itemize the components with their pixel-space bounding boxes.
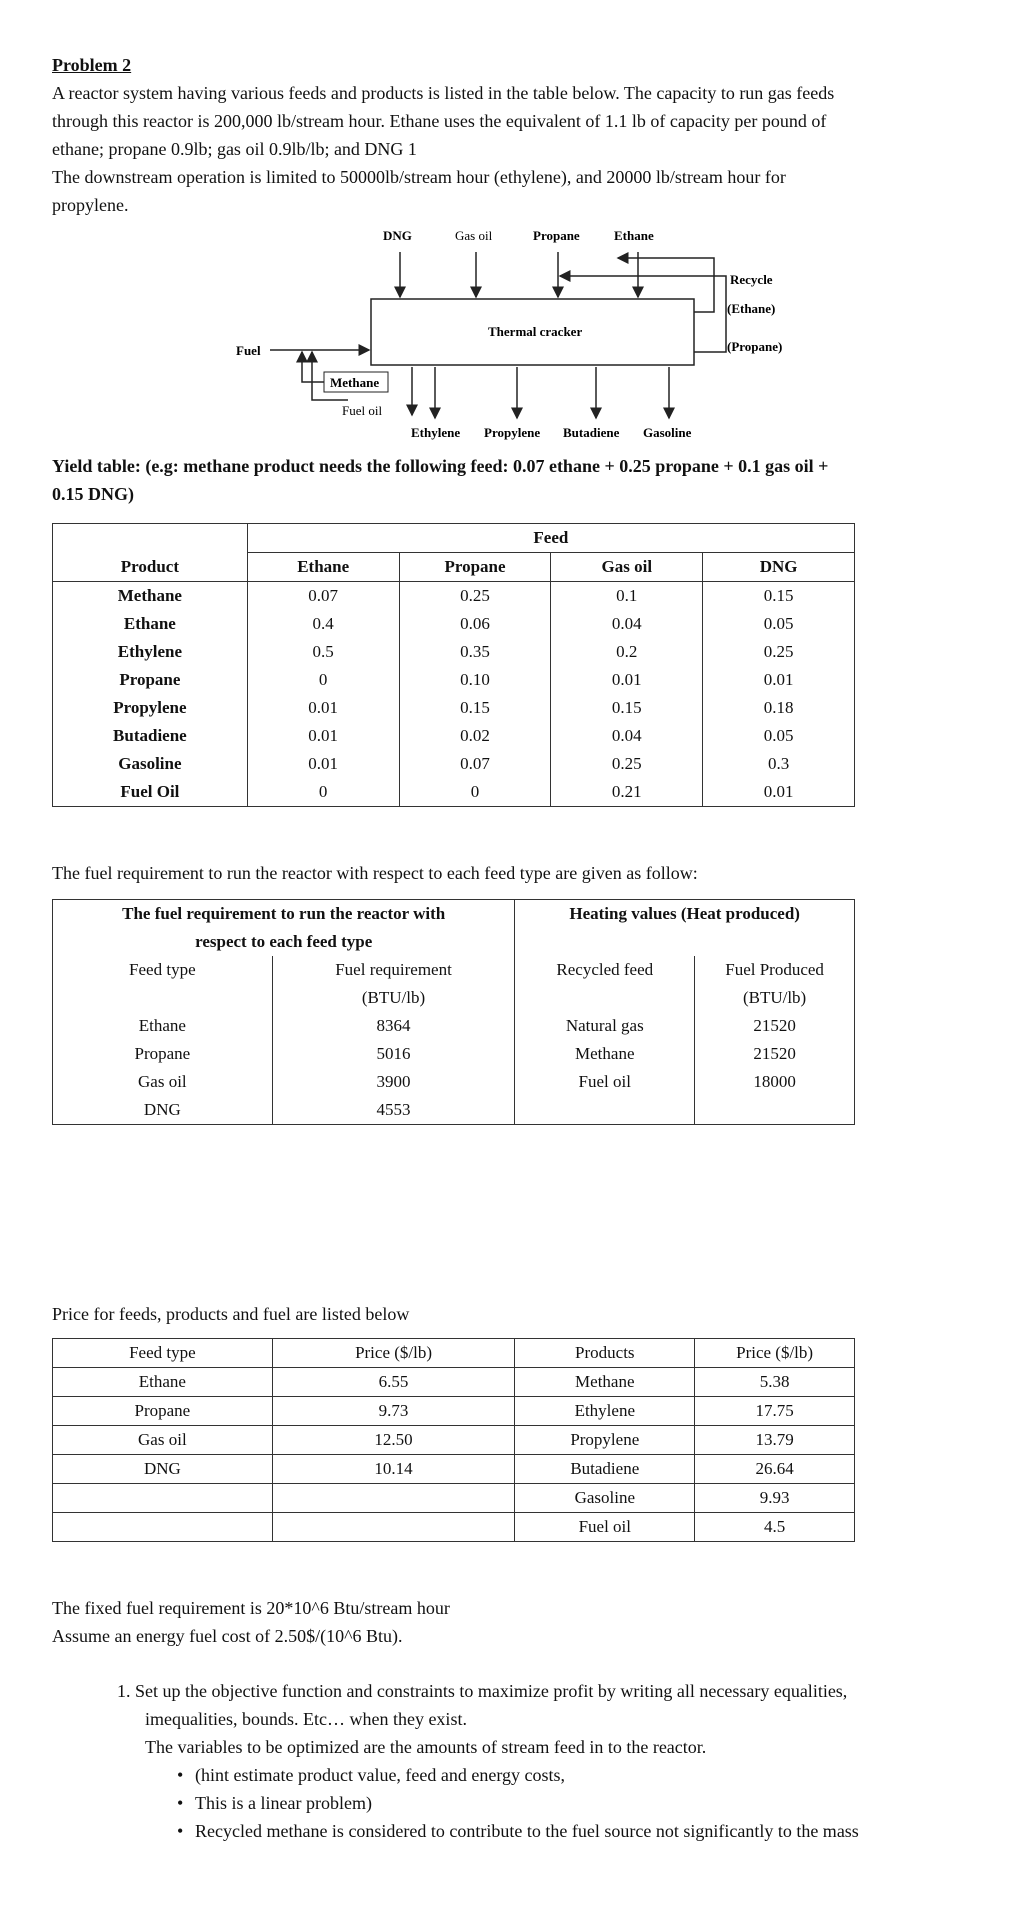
fuel-cell: 21520 <box>695 1012 855 1040</box>
yield-cell: 0.21 <box>551 778 703 807</box>
price-cell: 5.38 <box>695 1368 855 1397</box>
price-cell: 17.75 <box>695 1397 855 1426</box>
recycle-line-ethane <box>618 258 714 312</box>
yield-cell: 0.01 <box>551 666 703 694</box>
fuel-col-header: Feed type <box>53 956 273 984</box>
yield-cell: Propane <box>53 666 248 694</box>
intro-line: ethane; propane 0.9lb; gas oil 0.9lb/lb; and DNG 1 <box>52 139 417 159</box>
yield-cell: 0.15 <box>399 694 551 722</box>
table-row <box>53 638 855 666</box>
recycle-label: Recycle <box>730 272 773 287</box>
yield-cell: 0.05 <box>703 610 855 638</box>
table-row <box>53 582 855 611</box>
yield-cell: 0.4 <box>247 610 399 638</box>
methane-to-fuel-line <box>302 352 324 382</box>
fuel-cell: 5016 <box>272 1040 515 1068</box>
price-cell: Propylene <box>515 1426 695 1455</box>
question-line: imequalities, bounds. Etc… when they exist. <box>145 1709 467 1729</box>
recycle-line-propane <box>560 276 726 352</box>
fuel-left-title-2: respect to each feed type <box>53 928 515 956</box>
yield-cell: 0.15 <box>703 582 855 611</box>
price-cell: Ethane <box>53 1368 273 1397</box>
fuel-col-header: Fuel requirement <box>272 956 515 984</box>
process-diagram <box>0 0 1035 460</box>
yield-cell: 0.2 <box>551 638 703 666</box>
feed-label-ethane: Ethane <box>614 228 654 243</box>
price-cell: 4.5 <box>695 1513 855 1542</box>
table-row <box>53 1513 855 1542</box>
price-cell: Fuel oil <box>515 1513 695 1542</box>
yield-cell: 0.10 <box>399 666 551 694</box>
fuel-header-blank <box>53 984 273 1012</box>
table-row <box>53 1096 855 1125</box>
yield-cell: 0.04 <box>551 722 703 750</box>
yield-cell: Ethylene <box>53 638 248 666</box>
recycle-ethane-label: (Ethane) <box>727 301 776 316</box>
yield-cell: 0 <box>247 778 399 807</box>
hint-item: • Recycled methane is considered to contribute to the fuel source not significantly to the mass <box>195 1817 1025 1845</box>
problem-heading: Problem 2 <box>52 55 132 75</box>
table-row <box>53 778 855 807</box>
hint-item: • (hint estimate product value, feed and energy costs, <box>195 1761 1025 1789</box>
yield-table <box>52 523 855 807</box>
fuel-right-blank <box>515 928 855 956</box>
yield-cell: 0.05 <box>703 722 855 750</box>
hint-item: • This is a linear problem) <box>195 1789 1025 1817</box>
price-cell: 6.55 <box>272 1368 515 1397</box>
yield-cell: Ethane <box>53 610 248 638</box>
yield-col-header: Gas oil <box>551 553 703 582</box>
fuel-cell: 18000 <box>695 1068 855 1096</box>
fuel-cell: 8364 <box>272 1012 515 1040</box>
yield-cell: Fuel Oil <box>53 778 248 807</box>
price-cell: Ethylene <box>515 1397 695 1426</box>
fuel-cell: Fuel oil <box>515 1068 695 1096</box>
yield-caption-line: 0.15 DNG) <box>52 484 134 504</box>
price-cell: 13.79 <box>695 1426 855 1455</box>
fuel-col-header: Recycled feed <box>515 956 695 984</box>
intro-line: The downstream operation is limited to 50000lb/stream hour (ethylene), and 20000 lb/stream hour for <box>52 167 786 187</box>
product-label-gasoline: Gasoline <box>643 425 692 440</box>
fuel-table <box>52 899 855 1125</box>
price-cell: DNG <box>53 1455 273 1484</box>
product-label-propylene: Propylene <box>484 425 541 440</box>
fuel-cell <box>695 1096 855 1125</box>
table-row <box>53 666 855 694</box>
fuel-cell: 21520 <box>695 1040 855 1068</box>
product-label-ethylene: Ethylene <box>411 425 461 440</box>
intro-line: through this reactor is 200,000 lb/stream hour. Ethane uses the equivalent of 1.1 lb of capacity per pound of <box>52 111 827 131</box>
yield-cell: 0.25 <box>703 638 855 666</box>
price-col-header: Price ($/lb) <box>695 1339 855 1368</box>
fuel-cell: 4553 <box>272 1096 515 1125</box>
fuel-intro: The fuel requirement to run the reactor with respect to each feed type are given as follow: <box>52 863 698 883</box>
price-cell: 12.50 <box>272 1426 515 1455</box>
yield-cell: 0.06 <box>399 610 551 638</box>
fuel-cell: Methane <box>515 1040 695 1068</box>
fuel-input-fuel-oil: Fuel oil <box>342 403 383 418</box>
table-row <box>53 722 855 750</box>
price-cell: 9.73 <box>272 1397 515 1426</box>
yield-col-header: Product <box>53 553 248 582</box>
table-row <box>53 1012 855 1040</box>
product-label-butadiene: Butadiene <box>563 425 620 440</box>
price-cell: 9.93 <box>695 1484 855 1513</box>
fuel-cell: Ethane <box>53 1012 273 1040</box>
yield-col-header: DNG <box>703 553 855 582</box>
yield-cell: 0 <box>247 666 399 694</box>
fuel-header-blank <box>515 984 695 1012</box>
fuel-right-title: Heating values (Heat produced) <box>515 900 855 929</box>
energy-cost-note: Assume an energy fuel cost of 2.50$/(10^6 Btu). <box>52 1626 403 1646</box>
fuel-cell: Propane <box>53 1040 273 1068</box>
yield-cell: Butadiene <box>53 722 248 750</box>
table-row <box>53 1397 855 1426</box>
yield-group-header: Feed <box>247 524 854 553</box>
table-row <box>53 1455 855 1484</box>
question-line: 1. Set up the objective function and constraints to maximize profit by writing all necessary equalities, <box>117 1681 848 1701</box>
table-row <box>53 1484 855 1513</box>
fuel-cell: 3900 <box>272 1068 515 1096</box>
price-cell <box>272 1513 515 1542</box>
yield-cell: 0.07 <box>247 582 399 611</box>
yield-cell: 0.3 <box>703 750 855 778</box>
yield-cell: 0.25 <box>399 582 551 611</box>
fuel-col-header: Fuel Produced <box>695 956 855 984</box>
yield-col-header: Propane <box>399 553 551 582</box>
table-row <box>53 1426 855 1455</box>
intro-line: propylene. <box>52 195 129 215</box>
intro-line: A reactor system having various feeds and products is listed in the table below. The capacity to run gas feeds <box>52 83 835 103</box>
feed-label-gas-oil: Gas oil <box>455 228 493 243</box>
fuel-col-header-unit: (BTU/lb) <box>272 984 515 1012</box>
question-line: The variables to be optimized are the amounts of stream feed in to the reactor. <box>145 1737 707 1757</box>
yield-col-header: Ethane <box>247 553 399 582</box>
yield-cell: 0.01 <box>247 722 399 750</box>
price-cell: Gasoline <box>515 1484 695 1513</box>
yield-caption <box>52 452 1012 508</box>
question-hints <box>195 1761 1025 1845</box>
price-col-header: Feed type <box>53 1339 273 1368</box>
feed-label-dng: DNG <box>383 228 412 243</box>
price-cell: Butadiene <box>515 1455 695 1484</box>
price-table <box>52 1338 855 1542</box>
yield-cell: 0.01 <box>247 750 399 778</box>
yield-cell: 0.04 <box>551 610 703 638</box>
yield-header-row <box>53 553 855 582</box>
yield-header-blank <box>53 524 248 553</box>
price-header-row <box>53 1339 855 1368</box>
yield-cell: 0.25 <box>551 750 703 778</box>
price-col-header: Products <box>515 1339 695 1368</box>
price-cell: 10.14 <box>272 1455 515 1484</box>
yield-cell: Methane <box>53 582 248 611</box>
yield-cell: 0 <box>399 778 551 807</box>
table-row <box>53 750 855 778</box>
fuel-cell: Natural gas <box>515 1012 695 1040</box>
fuel-left-title: The fuel requirement to run the reactor with <box>53 900 515 929</box>
yield-cell: Propylene <box>53 694 248 722</box>
yield-cell: 0.01 <box>703 666 855 694</box>
price-intro: Price for feeds, products and fuel are listed below <box>52 1304 410 1324</box>
fuel-cell: DNG <box>53 1096 273 1125</box>
price-col-header: Price ($/lb) <box>272 1339 515 1368</box>
yield-cell: Gasoline <box>53 750 248 778</box>
yield-cell: 0.18 <box>703 694 855 722</box>
table-row <box>53 1368 855 1397</box>
fuel-label: Fuel <box>236 343 261 358</box>
price-cell <box>53 1484 273 1513</box>
yield-cell: 0.1 <box>551 582 703 611</box>
price-cell: 26.64 <box>695 1455 855 1484</box>
yield-cell: 0.5 <box>247 638 399 666</box>
price-cell <box>53 1513 273 1542</box>
price-cell <box>272 1484 515 1513</box>
feed-label-propane: Propane <box>533 228 580 243</box>
yield-cell: 0.35 <box>399 638 551 666</box>
price-cell: Propane <box>53 1397 273 1426</box>
yield-cell: 0.01 <box>703 778 855 807</box>
table-row <box>53 1068 855 1096</box>
yield-cell: 0.01 <box>247 694 399 722</box>
yield-cell: 0.07 <box>399 750 551 778</box>
fixed-fuel-note: The fixed fuel requirement is 20*10^6 Btu/stream hour <box>52 1598 450 1618</box>
fuel-cell: Gas oil <box>53 1068 273 1096</box>
yield-cell: 0.15 <box>551 694 703 722</box>
fuel-input-methane: Methane <box>330 375 380 390</box>
table-row <box>53 694 855 722</box>
yield-caption-line: Yield table: (e.g: methane product needs the following feed: 0.07 ethane + 0.25 propane + 0.1 gas oil + <box>52 456 829 476</box>
price-cell: Gas oil <box>53 1426 273 1455</box>
yield-cell: 0.02 <box>399 722 551 750</box>
reactor-label: Thermal cracker <box>488 324 583 339</box>
price-cell: Methane <box>515 1368 695 1397</box>
fuel-col-header-unit: (BTU/lb) <box>695 984 855 1012</box>
recycle-propane-label: (Propane) <box>727 339 783 354</box>
table-row <box>53 1040 855 1068</box>
table-row <box>53 610 855 638</box>
fuel-cell <box>515 1096 695 1125</box>
